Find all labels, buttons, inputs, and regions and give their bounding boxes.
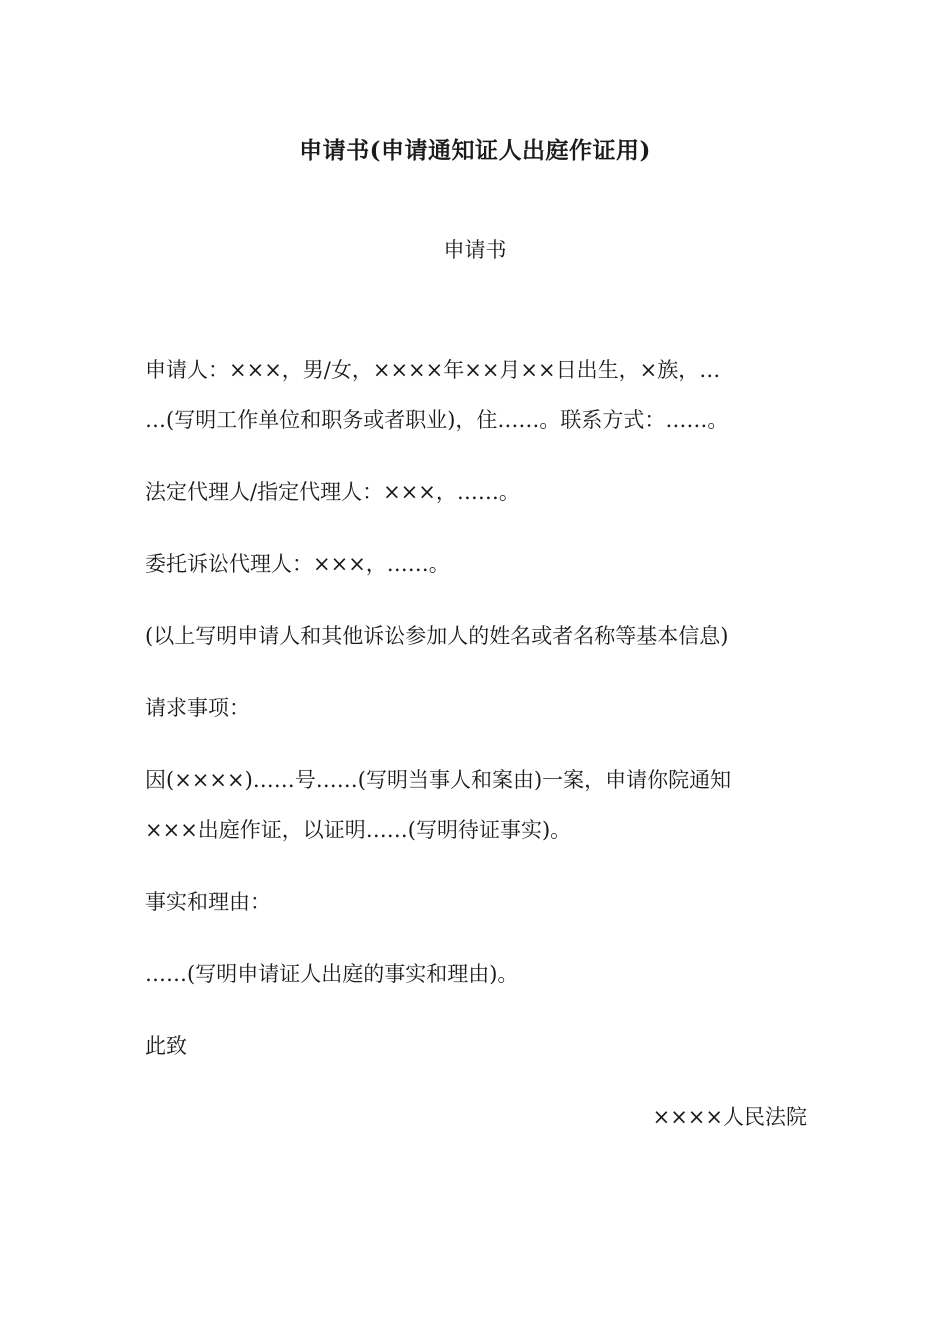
applicant-line-1: 申请人：×××，男/女，××××年××月××日出生，×族，… [145, 358, 721, 382]
applicant-line-2: …(写明工作单位和职务或者职业)，住……。联系方式：……。 [145, 408, 729, 432]
parties-note: (以上写明申请人和其他诉讼参加人的姓名或者名称等基本信息) [145, 624, 729, 648]
facts-heading: 事实和理由： [145, 890, 271, 914]
request-line-1: 因(××××)……号……(写明当事人和案由)一案，申请你院通知 [145, 768, 732, 792]
litigation-agent-line: 委托诉讼代理人：×××，……。 [145, 552, 450, 576]
legal-agent-line: 法定代理人/指定代理人：×××，……。 [145, 480, 520, 504]
closing-line: 此致 [145, 1034, 187, 1058]
requests-heading: 请求事项： [145, 696, 250, 720]
document-title: 申请书(申请通知证人出庭作证用) [299, 137, 651, 164]
document-subtitle: 申请书 [443, 238, 507, 262]
court-signature: ××××人民法院 [652, 1105, 807, 1129]
request-line-2: ×××出庭作证，以证明……(写明待证事实)。 [145, 818, 572, 842]
facts-body: ……(写明申请证人出庭的事实和理由)。 [145, 962, 519, 986]
